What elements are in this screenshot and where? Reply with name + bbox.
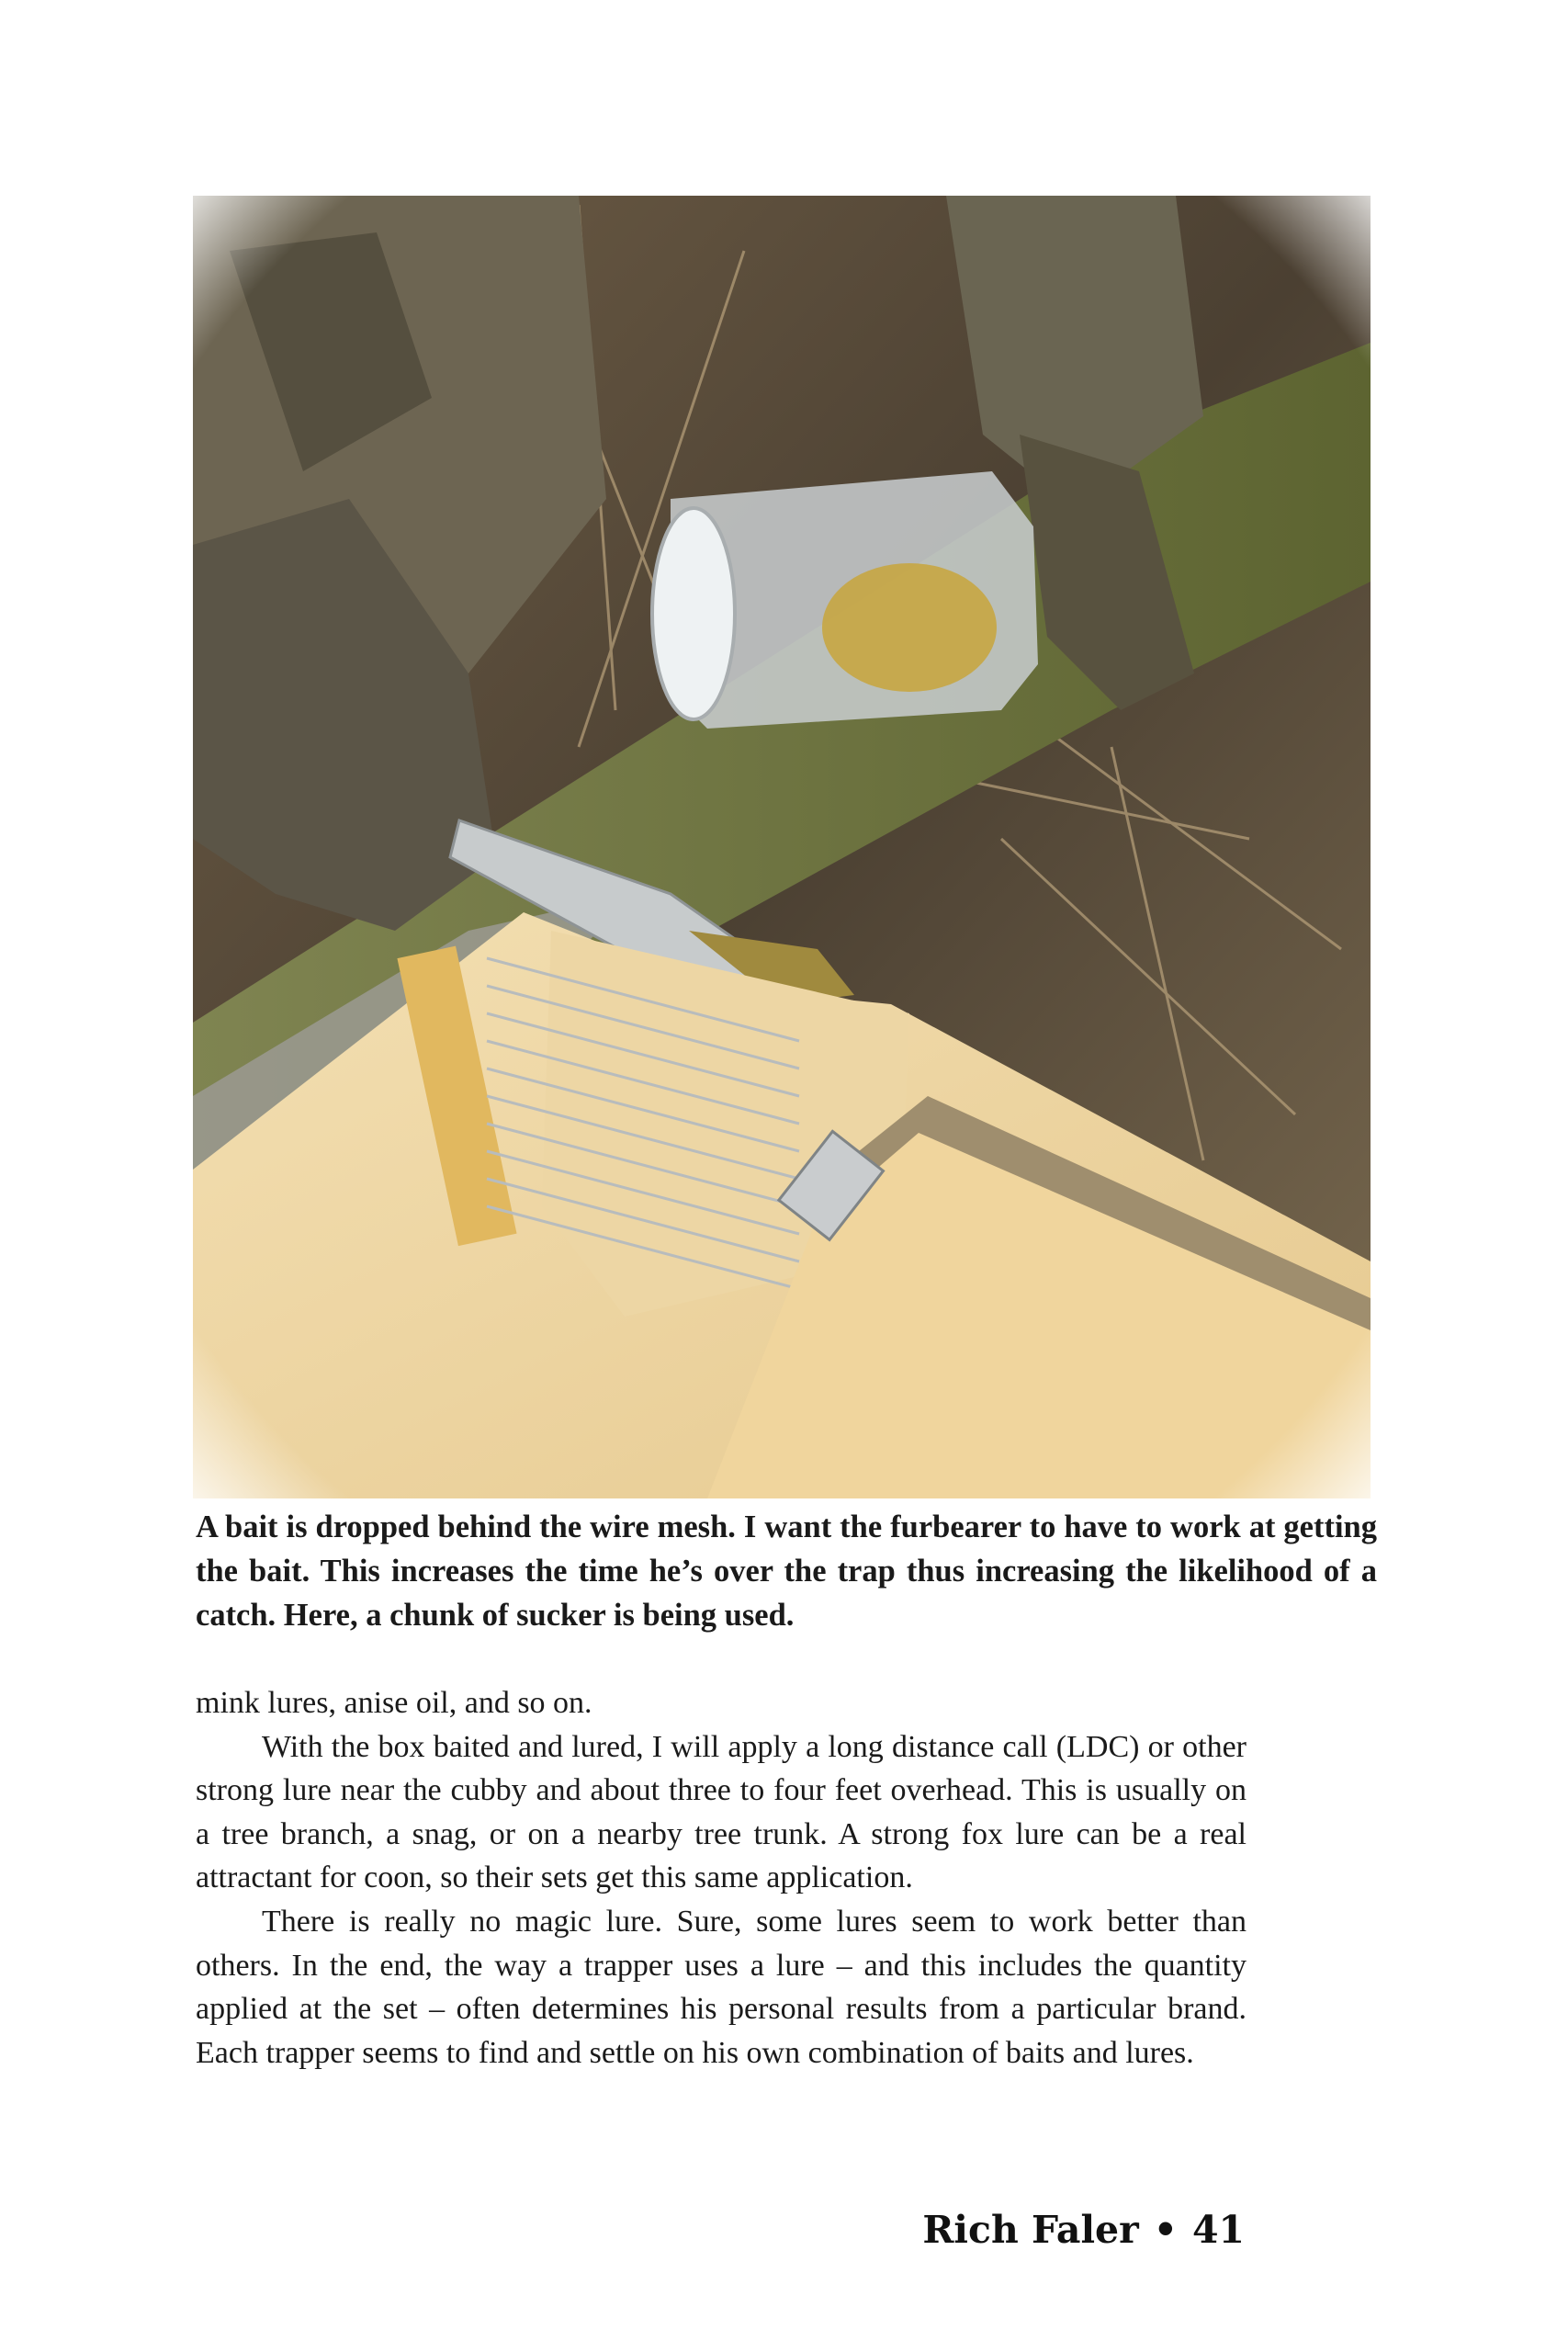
bait-photo bbox=[193, 196, 1371, 1498]
page-number: 41 bbox=[1191, 2208, 1245, 2252]
footer-separator: • bbox=[1153, 2208, 1178, 2252]
paragraph: With the box baited and lured, I will apply a long distance call (LDC) or other strong lure near the cubby and about three to four feet overhead. This is usually on a tree branch, a snag, or on a nearby tree trunk. A strong fox lure can be a real attractant for coon, so their sets get this same application. bbox=[196, 1729, 1247, 1895]
figure-caption: A bait is dropped behind the wire mesh. I want the furbearer to have to work at getting the bait. This increases the time he’s over the trap thus increasing the likelihood of a catch. Here, a chunk of sucker is being used. bbox=[196, 1510, 1377, 1633]
paragraph: There is really no magic lure. Sure, some lures seem to work better than others. In the end, the way a trapper uses a lure – and this includes the quantity applied at the set – often determines his personal results from a particular brand. Each trapper seems to find and settle on his own combination of baits and lures. bbox=[196, 1904, 1247, 2070]
author-name: Rich Faler bbox=[922, 2208, 1139, 2252]
paragraph: mink lures, anise oil, and so on. bbox=[196, 1686, 592, 1720]
page-footer bbox=[922, 2202, 1245, 2257]
body-text bbox=[196, 1681, 1247, 2075]
photo-illustration bbox=[193, 196, 1371, 1498]
